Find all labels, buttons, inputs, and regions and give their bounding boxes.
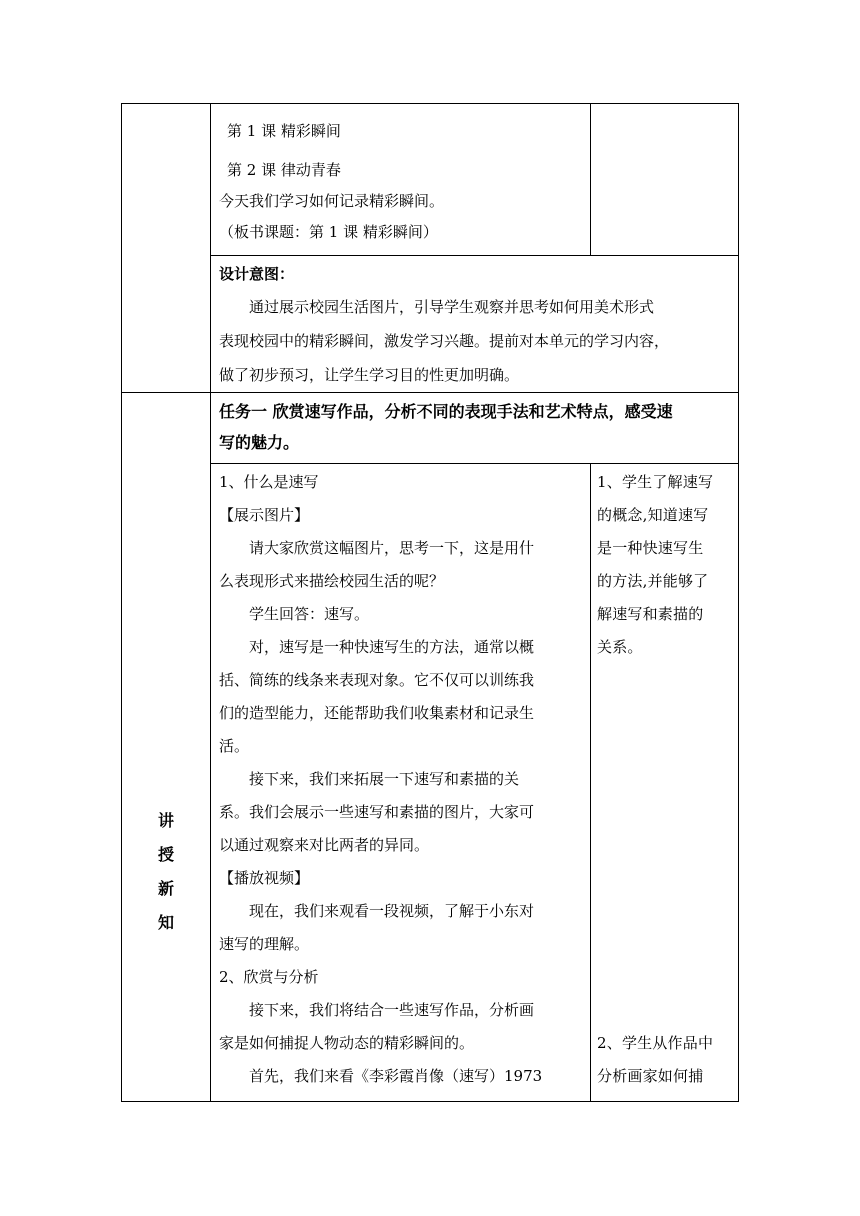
right-cell-empty xyxy=(591,104,739,256)
lesson-2: 第 2 课 律动青春 xyxy=(227,161,341,179)
student-line: 是一种快速写生 xyxy=(597,539,704,557)
content-line: 【播放视频】 xyxy=(219,869,310,887)
task-heading-line: 任务一 欣赏速写作品，分析不同的表现手法和艺术特点，感受速 xyxy=(219,402,673,421)
student-line: 的概念,知道速写 xyxy=(597,506,709,524)
content-line: 接下来，我们将结合一些速写作品，分析画 xyxy=(249,1001,535,1019)
section-label-char: 知 xyxy=(157,913,174,932)
content-line: 2、欣赏与分析 xyxy=(219,968,319,986)
content-line: 1、什么是速写 xyxy=(219,473,319,491)
student-activity-cell xyxy=(591,464,739,1102)
task-heading-cell xyxy=(211,393,739,464)
student-line: 1、学生了解速写 xyxy=(597,473,714,491)
content-row xyxy=(122,464,739,1102)
content-line: 活。 xyxy=(219,737,250,755)
student-line: 分析画家如何捕 xyxy=(597,1067,704,1085)
content-line: 家是如何捕捉人物动态的精彩瞬间的。 xyxy=(219,1034,475,1052)
side-cell-empty xyxy=(122,104,211,393)
board-title: （板书课题：第 1 课 精彩瞬间） xyxy=(219,223,438,241)
lesson-plan-table xyxy=(121,103,739,1102)
lesson-list-cell xyxy=(211,104,591,256)
content-line: 【展示图片】 xyxy=(219,506,310,524)
section-label-cell xyxy=(122,393,211,1102)
task-heading-line: 写的魅力。 xyxy=(219,433,300,452)
content-line: 对，速写是一种快速写生的方法，通常以概 xyxy=(249,638,535,656)
design-intent-cell xyxy=(211,256,739,393)
lesson-list-row xyxy=(122,104,739,256)
content-line: 们的造型能力，还能帮助我们收集素材和记录生 xyxy=(219,704,535,722)
content-line: 学生回答：速写。 xyxy=(249,605,370,623)
lesson-1: 第 1 课 精彩瞬间 xyxy=(227,122,341,140)
student-line: 解速写和素描的 xyxy=(597,605,704,623)
content-line: 速写的理解。 xyxy=(219,935,310,953)
design-intent-line: 表现校园中的精彩瞬间，激发学习兴趣。提前对本单元的学习内容， xyxy=(219,332,670,350)
section-label-char: 授 xyxy=(157,845,174,864)
content-line: 首先，我们来看《李彩霞肖像（速写）1973 xyxy=(249,1067,543,1085)
intro-text: 今天我们学习如何记录精彩瞬间。 xyxy=(219,192,445,210)
content-line: 以通过观察来对比两者的异同。 xyxy=(219,836,430,854)
content-line: 接下来，我们来拓展一下速写和素描的关 xyxy=(249,770,520,788)
content-line: 请大家欣赏这幅图片，思考一下，这是用什 xyxy=(249,539,535,557)
content-line: 现在，我们来观看一段视频，了解于小东对 xyxy=(249,902,535,920)
content-line: 么表现形式来描绘校园生活的呢？ xyxy=(219,572,445,590)
section-label-char: 新 xyxy=(157,879,174,898)
section-label-char: 讲 xyxy=(157,811,174,830)
student-line: 2、学生从作品中 xyxy=(597,1034,714,1052)
student-line: 关系。 xyxy=(597,638,643,656)
task-row xyxy=(122,393,739,464)
design-intent-heading: 设计意图： xyxy=(219,265,295,283)
teacher-content-cell xyxy=(211,464,591,1102)
content-line: 系。我们会展示一些速写和素描的图片，大家可 xyxy=(219,803,535,821)
design-intent-row xyxy=(122,256,739,393)
design-intent-line: 做了初步预习，让学生学习目的性更加明确。 xyxy=(219,366,520,384)
design-intent-line: 通过展示校园生活图片，引导学生观察并思考如何用美术形式 xyxy=(249,298,655,316)
content-line: 括、简练的线条来表现对象。它不仅可以训练我 xyxy=(219,671,535,689)
student-line: 的方法,并能够了 xyxy=(597,572,709,590)
